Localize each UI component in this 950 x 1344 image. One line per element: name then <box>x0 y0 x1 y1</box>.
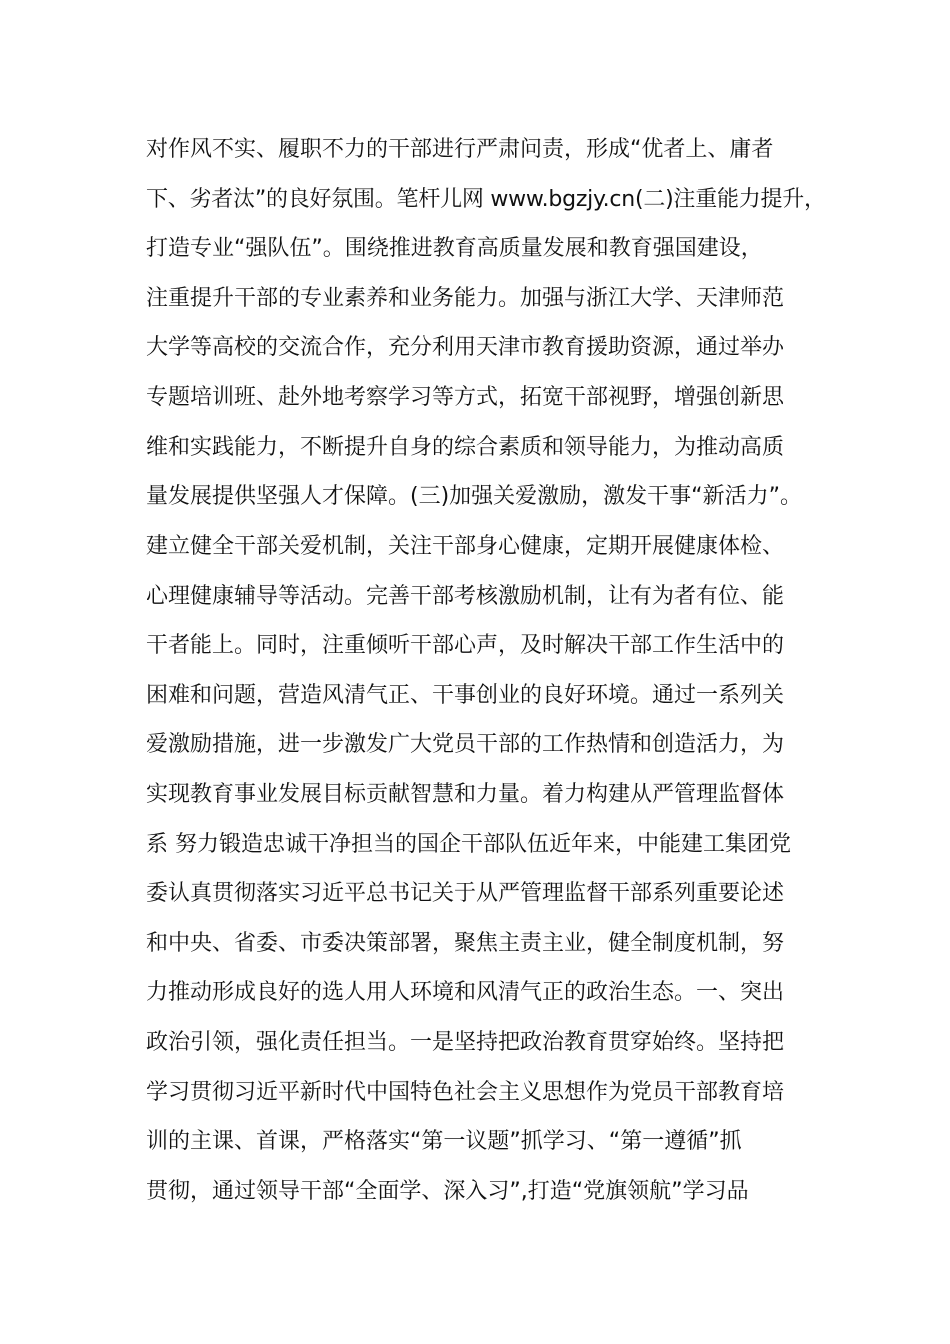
text-line: 维和实践能力，不断提升自身的综合素质和领导能力，为推动高质 <box>146 435 785 460</box>
text-line: 训的主课、首课，严格落实“第一议题”抓学习、“第一遵循”抓 <box>146 1129 742 1154</box>
text-line: 注重提升干部的专业素养和业务能力。加强与浙江大学、天津师范 <box>146 286 785 311</box>
text-line: 贯彻，通过领导干部“全面学、深入习”,打造“党旗领航”学习品 <box>146 1179 749 1204</box>
text-line: 政治引领，强化责任担当。一是坚持把政治教育贯穿始终。坚持把 <box>146 1030 785 1055</box>
text-line: 和中央、省委、市委决策部署，聚焦主责主业，健全制度机制，努 <box>146 931 785 956</box>
text-line: 爱激励措施，进一步激发广大党员干部的工作热情和创造活力，为 <box>146 732 785 757</box>
text-line: 干者能上。同时，注重倾听干部心声，及时解决干部工作生活中的 <box>146 633 785 658</box>
text-line: 力推动形成良好的选人用人环境和风清气正的政治生态。一、突出 <box>146 980 785 1005</box>
text-line: 下、劣者汰”的良好氛围。笔杆儿网 www.bgzjy.cn(二)注重能力提升， <box>146 187 826 212</box>
text-line: 心理健康辅导等活动。完善干部考核激励机制，让有为者有位、能 <box>146 584 785 609</box>
text-line: 实现教育事业发展目标贡献智慧和力量。着力构建从严管理监督体 <box>146 782 785 807</box>
text-line: 委认真贯彻落实习近平总书记关于从严管理监督干部系列重要论述 <box>146 881 785 906</box>
text-line: 打造专业“强队伍”。围绕推进教育高质量发展和教育强国建设， <box>146 236 763 261</box>
text-line: 建立健全干部关爱机制，关注干部身心健康，定期开展健康体检、 <box>146 534 785 559</box>
text-line: 量发展提供坚强人才保障。(三)加强关爱激励，激发干事“新活力”。 <box>146 484 802 509</box>
text-line: 对作风不实、履职不力的干部进行严肃问责，形成“优者上、庸者 <box>146 137 774 162</box>
text-line: 困难和问题，营造风清气正、干事创业的良好环境。通过一系列关 <box>146 683 785 708</box>
text-line: 专题培训班、赴外地考察学习等方式，拓宽干部视野，增强创新思 <box>146 385 785 410</box>
text-line: 学习贯彻习近平新时代中国特色社会主义思想作为党员干部教育培 <box>146 1080 785 1105</box>
text-line: 系 努力锻造忠诚干净担当的国企干部队伍近年来，中能建工集团党 <box>146 832 791 857</box>
text-line: 大学等高校的交流合作，充分利用天津市教育援助资源，通过举办 <box>146 335 785 360</box>
